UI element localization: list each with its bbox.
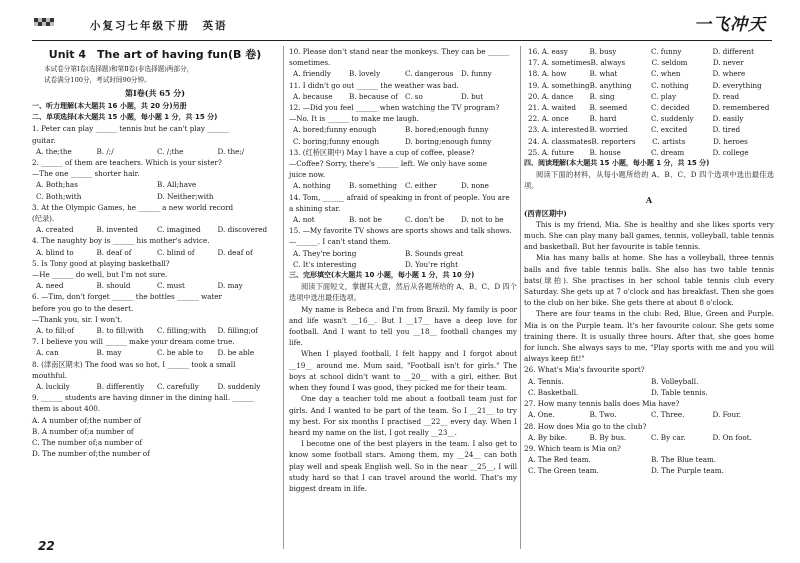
answer-option: 21. A. waited: [528, 103, 576, 113]
answer-option: A. Both;has: [36, 180, 78, 190]
option-row: [289, 180, 517, 191]
answer-option: A. the;the: [36, 146, 72, 156]
answer-option: C. nothing: [651, 80, 689, 90]
answer-option: D. suddenly: [217, 382, 261, 392]
question-line: C. The number of;a number of: [32, 438, 143, 448]
answer-option: D. different: [712, 47, 755, 56]
instructions: 阅读下面的材料，从每小题所给的 A、B、C、D 四个选项中选出最佳选项。: [524, 170, 774, 191]
instructions: 阅读下面短文，掌握其大意，然后从各题所给的 A、B、C、D 四个选项中选出最佳选项。: [289, 282, 517, 303]
question-line: 5. Is Tony good at playing basketball?: [32, 258, 170, 268]
answer-option: C. It's interesting: [293, 259, 357, 269]
question-line: 15. —My favorite TV shows are sports shows and talk shows.: [289, 226, 512, 236]
option-row: [289, 68, 517, 79]
answer-option: B. seemed: [589, 103, 628, 113]
cloze-passage: [289, 304, 517, 494]
answer-option: A. Tennis.: [528, 376, 564, 386]
question-line: 2. ______ of them are teachers. Which is your sister?: [32, 158, 222, 168]
answer-option: 17. A. sometimes: [528, 58, 591, 68]
answer-option: C. excited: [651, 125, 688, 135]
passage-paragraph: There are four teams in the club: Red, Blue, Green and Purple. Mia is on the Purple team. It's her favourite colour. She gets some training there. It is usually three hours. After that, she goes home for lunch. She always says to me, "Play sports with me and you will always keep fit!": [524, 309, 774, 364]
answer-option: D. discovered: [217, 225, 268, 235]
section-heading: 二、单项选择(本大题共 15 小题，每小题 1 分，共 15 分): [32, 113, 218, 122]
answer-option: A. blind to: [36, 247, 74, 257]
question-list: [289, 46, 517, 270]
answer-option: B. /;/: [96, 146, 114, 156]
answer-option: D. Four.: [712, 410, 742, 420]
answer-option: D. read: [712, 91, 740, 101]
answer-option: C. The Green team.: [528, 466, 599, 476]
answer-option: C. filling;with: [157, 326, 207, 336]
answer-option: D. easily: [712, 114, 744, 124]
question-line: sometimes.: [289, 58, 331, 68]
answer-option: B. Volleyball.: [651, 376, 699, 386]
answer-option: D. remembered: [712, 103, 770, 113]
answer-option: B. reporters: [591, 136, 636, 146]
option-row: [524, 432, 774, 443]
part-heading: 第Ⅰ卷(共 65 分): [124, 88, 185, 98]
option-row: [524, 454, 774, 465]
answer-option: D. Neither;with: [157, 191, 214, 201]
option-row: [32, 146, 278, 157]
answer-option: B. invented: [96, 225, 138, 235]
answer-option: C. dream: [651, 147, 685, 157]
answer-option: D. You're right: [405, 259, 458, 269]
answer-option: B. busy: [589, 47, 617, 56]
question-line: 9. ______ students are having dinner in the dining hall. ______: [32, 393, 254, 403]
reading-passage: [524, 219, 774, 365]
option-row: [32, 247, 278, 258]
answer-option: D. but: [461, 91, 484, 101]
question-line: 6. —Tim, don't forget ______ the bottles ______ water: [32, 292, 222, 302]
answer-option: B. always: [590, 58, 626, 68]
passage-paragraph: This is my friend, Mia. She is healthy and she likes sports very much. She can play many ball games, tennis, volleyball, table tennis and basketball. But her favourite is table tennis.: [524, 219, 774, 252]
question-line: 11. I didn't go out ______ the weather was bad.: [289, 80, 459, 90]
question-line: before you go to the desert.: [32, 303, 134, 313]
answer-option: C. be able to: [157, 348, 203, 358]
checker-decoration-icon: [34, 18, 54, 26]
option-row: [524, 57, 774, 68]
answer-option: D. filling;of: [217, 326, 258, 336]
answer-option: C. suddenly: [651, 114, 694, 124]
option-row: [289, 136, 517, 147]
answer-option: A. One.: [528, 410, 555, 420]
option-row: [524, 387, 774, 398]
answer-option: C. Three.: [651, 410, 685, 420]
answer-option: A. need: [36, 281, 64, 291]
answer-option: B. something: [349, 181, 397, 191]
answer-option: D. funny: [461, 69, 492, 79]
answer-option: B. anything: [589, 80, 632, 90]
answer-option: A. nothing: [293, 181, 331, 191]
answer-option: 23. A. interested: [528, 125, 589, 135]
answer-option: D. where: [712, 69, 746, 79]
question-line: 13. (红桥区期中) May I have a cup of coffee, please?: [289, 147, 475, 157]
answer-option: B. sing: [589, 91, 615, 101]
section-heading: 四、阅读理解(本大题共 15 小题，每小题 1 分，共 15 分): [524, 159, 710, 168]
answer-option: B. what: [589, 69, 618, 79]
answer-option: B. should: [96, 281, 131, 291]
answer-option: A. luckily: [36, 382, 70, 392]
option-row: [524, 124, 774, 135]
answer-option: D. tired: [712, 125, 741, 135]
option-row: [289, 91, 517, 102]
answer-option: C. must: [157, 281, 185, 291]
option-row: [289, 259, 517, 270]
brand-logo: 一飞冲天: [694, 15, 766, 35]
answer-option: C. artists: [652, 136, 686, 146]
answer-option: C. boring;funny enough: [293, 136, 380, 146]
answer-option: A. can: [36, 348, 59, 358]
option-row: [289, 124, 517, 135]
answer-option: B. deaf of: [96, 247, 132, 257]
question-line: them is about 400.: [32, 404, 101, 414]
answer-option: B. Sounds great: [405, 248, 464, 258]
question-line: —No. It is ______ to make me laugh.: [289, 114, 419, 124]
question-list: [524, 364, 774, 476]
answer-option: B. lovely: [349, 69, 381, 79]
question-line: 8. (津南区期末) The food was so hot, I ______ took a small: [32, 359, 236, 369]
answer-option: A. created: [36, 225, 74, 235]
answer-option: C. /;the: [157, 146, 184, 156]
question-line: 28. How does Mia go to the club?: [524, 421, 647, 431]
answer-option: D. everything: [712, 80, 762, 90]
series-title: 小复习七年级下册 英语: [90, 20, 228, 32]
answer-option: 18. A. how: [528, 69, 567, 79]
answer-option: B. because of: [349, 91, 398, 101]
answer-option: A. They're boring: [293, 248, 357, 258]
answer-option: C. funny: [651, 47, 682, 56]
question-line: 10. Please don't stand near the monkeys. They can be ______: [289, 47, 510, 56]
answer-option: C. dangerous: [405, 69, 454, 79]
answer-option: B. bored;enough funny: [405, 125, 489, 135]
column-left: [32, 46, 278, 460]
question-line: 29. Which team is Mia on?: [524, 443, 621, 453]
answer-option: C. Both;with: [36, 191, 82, 201]
option-row: [32, 280, 278, 291]
answer-option: D. deaf of: [217, 247, 253, 257]
question-line: 27. How many tennis balls does Mia have?: [524, 399, 680, 409]
option-row: [524, 113, 774, 124]
answer-option: A. not: [293, 215, 315, 225]
answer-option: D. the;/: [217, 146, 245, 156]
answer-option: A. to fill;of: [36, 326, 75, 336]
answer-option: 19. A. something: [528, 80, 590, 90]
answer-option: B. The Blue team.: [651, 455, 717, 465]
question-line: 4. The naughty boy is ______ his mother's advice.: [32, 236, 210, 246]
passage-source: (西青区期中): [524, 208, 567, 218]
option-row: [524, 409, 774, 420]
question-line: —Thank you, sir. I won't.: [32, 314, 123, 324]
option-row: [289, 214, 517, 225]
unit-title: Unit 4 The art of having fun(B 卷): [48, 48, 262, 61]
passage-paragraph: One day a teacher told me about a football team just for girls. And I wanted to be part of the team. So I __21__ to try my best. For six months I practised __22__ every day. When I heard my name on the list, I got really __23__.: [289, 394, 517, 437]
answer-option: C. imagined: [157, 225, 201, 235]
option-row: [524, 136, 774, 147]
answer-option: D. On foot.: [712, 432, 752, 442]
option-row: [524, 80, 774, 91]
option-row: [524, 147, 774, 158]
answer-option: C. blind of: [157, 247, 195, 257]
question-line: 3. At the Olympic Games, he ______ a new world record: [32, 202, 234, 212]
section-heading: 三、完形填空(本大题共 10 小题，每小题 1 分，共 10 分): [289, 271, 475, 280]
answer-option: C. so: [405, 91, 423, 101]
answer-option: B. house: [589, 147, 621, 157]
exam-note: 试卷满分100分，考试时间90分钟。: [44, 75, 151, 84]
question-line: (纪录).: [32, 214, 55, 224]
question-line: mouthful.: [32, 370, 68, 380]
answer-option: 20. A. dance: [528, 91, 574, 101]
answer-option: D. be able: [217, 348, 255, 358]
answer-option: A. The Red team.: [528, 455, 591, 465]
answer-option: 25. A. future: [528, 147, 574, 157]
answer-option: 16. A. easy: [528, 47, 568, 56]
option-row: [32, 325, 278, 336]
answer-option: B. All;have: [157, 180, 197, 190]
question-line: —______. I can't stand them.: [289, 237, 391, 247]
answer-option: C. when: [651, 69, 681, 79]
column-right: [524, 46, 774, 477]
option-row: [524, 376, 774, 387]
passage-paragraph: I become one of the best players in the team. I also get to know some football stars. Among them, my __24__ can both play well and speak English well. So in the near __25__, I will study hard so that I can travel around the world. That's my biggest dream in life.: [289, 439, 517, 493]
exam-note: 本试卷分第Ⅰ卷(选择题)和第Ⅱ卷(非选择题)两部分，: [44, 65, 194, 73]
answer-option: B. hard: [589, 114, 617, 124]
answer-option: A. By bike.: [528, 432, 568, 442]
answer-option: B. By bus.: [589, 432, 627, 442]
option-row: [289, 248, 517, 259]
answer-option: A. friendly: [293, 69, 331, 79]
question-line: D. The number of;the number of: [32, 449, 150, 459]
option-row: [32, 191, 278, 202]
column-divider: [520, 46, 521, 549]
option-row: [524, 91, 774, 102]
answer-option: D. never: [712, 58, 744, 68]
column-divider: [283, 46, 284, 549]
passage-label: A: [645, 194, 653, 205]
cloze-options: [524, 46, 774, 158]
answer-option: C. either: [405, 181, 437, 191]
answer-option: C. decided: [651, 103, 690, 113]
question-line: —The one ______ shorter hair.: [32, 169, 140, 179]
page-header: [32, 8, 772, 41]
column-middle: [289, 46, 517, 494]
passage-paragraph: When I played football, I felt happy and I forgot about __19__ around me. Mum said, "Football isn't for girls." The boys at school didn't want to __20__ with a girl, either. But when they found I was good, they picked me for their team.: [289, 349, 517, 393]
question-line: B. A number of;a number of: [32, 426, 134, 436]
answer-option: C. seldom: [651, 58, 688, 68]
answer-option: D. none: [461, 181, 489, 191]
option-row: [524, 46, 774, 57]
option-row: [32, 347, 278, 358]
question-line: A. A number of;the number of: [32, 415, 141, 425]
answer-option: 22. A. once: [528, 114, 569, 124]
option-row: [524, 465, 774, 476]
answer-option: B. Two.: [589, 410, 617, 420]
question-line: 7. I believe you will ______ make your dream come true.: [32, 337, 235, 347]
option-row: [524, 102, 774, 113]
answer-option: 24. A. classmates: [528, 136, 592, 146]
answer-option: C. Basketball.: [528, 387, 579, 397]
option-row: [32, 179, 278, 190]
answer-option: B. worried: [589, 125, 628, 135]
option-row: [32, 224, 278, 235]
option-row: [524, 68, 774, 79]
option-row: [32, 381, 278, 392]
question-line: 12. —Did you feel ______ when watching the TV program?: [289, 103, 500, 113]
question-line: guitar.: [32, 135, 56, 145]
question-line: 1. Peter can play ______ tennis but he can't play ______: [32, 124, 229, 134]
answer-option: D. Table tennis.: [651, 387, 708, 397]
answer-option: D. not to be: [461, 215, 504, 225]
answer-option: A. because: [293, 91, 333, 101]
answer-option: D. college: [712, 147, 749, 157]
question-line: a shining star.: [289, 203, 341, 213]
passage-paragraph: Mia has many balls at home. She has a volleyball, three tennis balls and five table tennis balls. She also has two table tennis bats(球拍). She practises in her school table tennis club every Saturday. She gets up at 7 o'clock and has breakfast. Then she goes to the club on her bike. She gets there at about 8 o'clock.: [524, 253, 774, 308]
answer-option: A. bored;funny enough: [293, 125, 377, 135]
answer-option: D. The Purple team.: [651, 466, 724, 476]
question-line: 14. Tom, ______ afraid of speaking in front of people. You are: [289, 192, 510, 202]
answer-option: C. carefully: [157, 382, 199, 392]
passage-paragraph: My name is Rebeca and I'm from Brazil. My family is poor and life wasn't __16__. But I __17__ have a deep love for football. And I want to tell you __18__ football changes my life.: [289, 304, 517, 348]
question-line: 26. What's Mia's favourite sport?: [524, 365, 645, 375]
question-line: —Coffee? Sorry, there's ______ left. We only have some: [289, 159, 488, 169]
answer-option: B. to fill;with: [96, 326, 144, 336]
answer-option: D. may: [217, 281, 243, 291]
answer-option: C. play: [651, 91, 677, 101]
page-number: 22: [38, 539, 55, 553]
question-line: juice now.: [289, 170, 326, 180]
question-list: [32, 123, 278, 459]
answer-option: B. may: [96, 348, 122, 358]
answer-option: D. boring;enough funny: [405, 136, 492, 146]
question-line: —He ______ do well, but I'm not sure.: [32, 270, 168, 280]
answer-option: C. don't be: [405, 215, 445, 225]
section-heading: 一、听力理解(本大题共 16 小题，共 20 分)另册: [32, 102, 187, 110]
answer-option: B. differently: [96, 382, 145, 392]
answer-option: C. By car.: [651, 432, 686, 442]
answer-option: D. heroes: [713, 136, 748, 146]
answer-option: B. not be: [349, 215, 382, 225]
